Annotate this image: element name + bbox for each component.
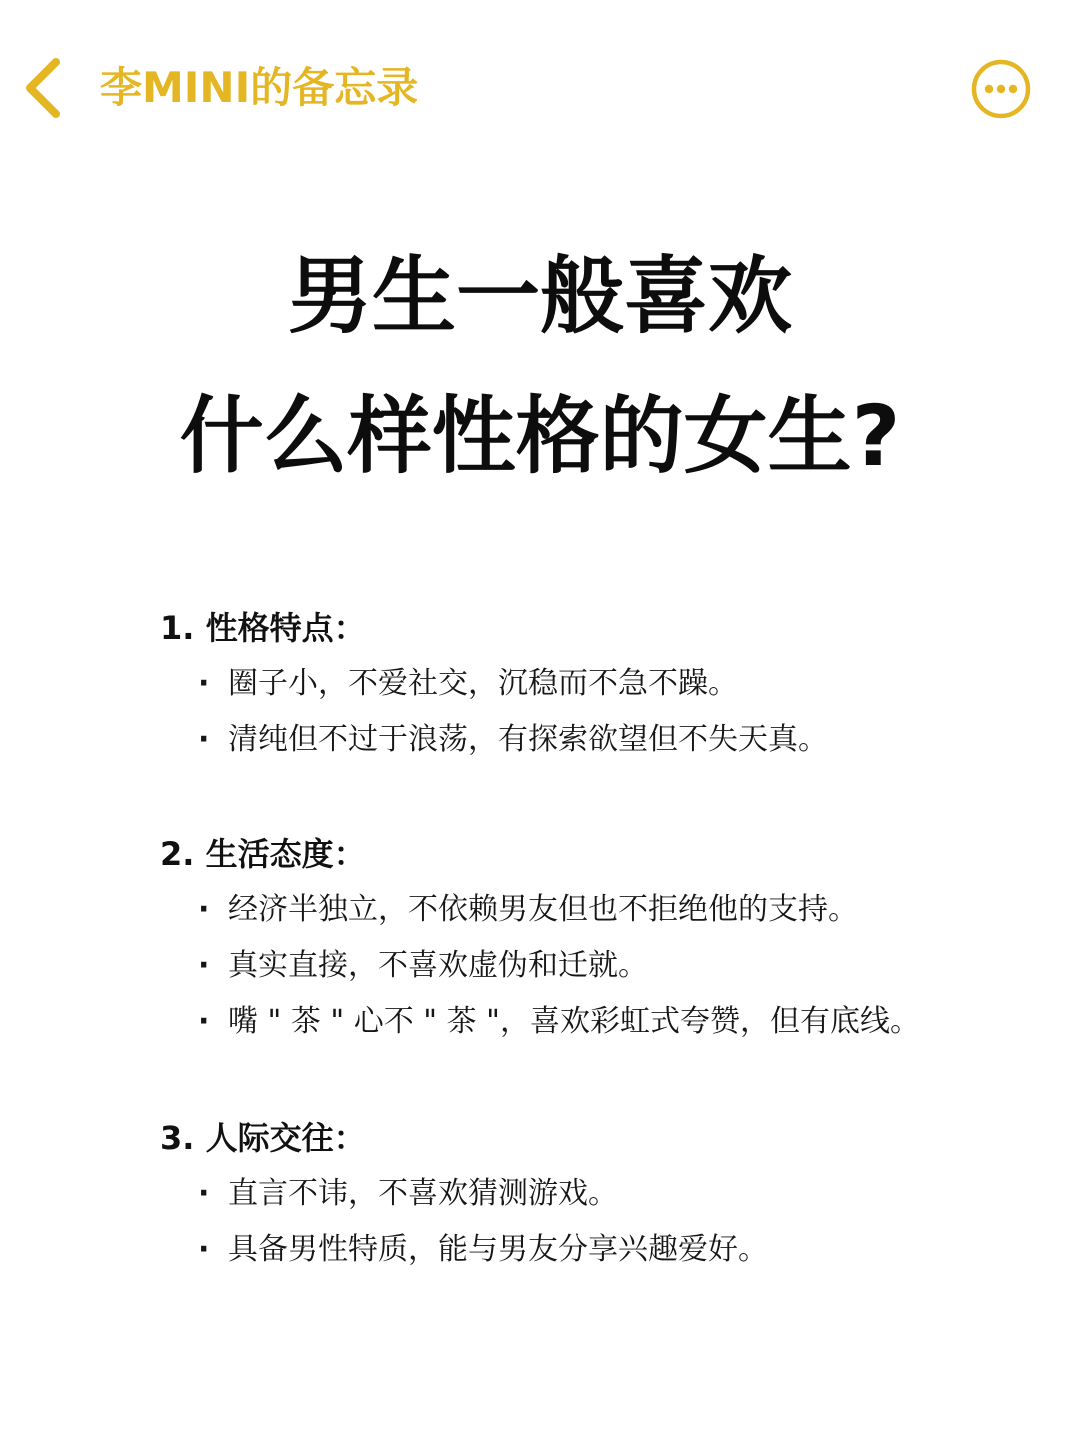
section-title: 1. 性格特点： <box>160 609 366 647</box>
list-item-text: 圈子小，不爱社交，沉稳而不急不躁。 <box>228 666 738 701</box>
list-item-text: 嘴 " 茶 " 心不 " 茶 "，喜欢彩虹式夸赞，但有底线。 <box>228 1004 920 1039</box>
bullet-dot: · <box>198 722 210 757</box>
list-item-text: 具备男性特质，能与男友分享兴趣爱好。 <box>228 1232 768 1267</box>
headline-line-1: 男生一般喜欢 <box>287 247 792 345</box>
list-item <box>198 1000 920 1044</box>
chevron-left-icon <box>14 52 70 122</box>
headline-line-2: 什么样性格的女生? <box>179 387 901 485</box>
list-item <box>198 718 828 762</box>
bullet-dot: · <box>198 666 210 701</box>
note-title: 李MINI的备忘录 <box>100 63 419 112</box>
list-item-text: 经济半独立，不依赖男友但也不拒绝他的支持。 <box>228 892 858 927</box>
list-item <box>198 1172 618 1216</box>
list-item-text: 直言不讳，不喜欢猜测游戏。 <box>228 1176 618 1211</box>
section-title: 3. 人际交往： <box>160 1119 366 1157</box>
navigation-bar <box>0 0 1080 170</box>
bullet-dot: · <box>198 1004 210 1039</box>
list-item <box>198 944 648 988</box>
list-item-text: 真实直接，不喜欢虚伪和迁就。 <box>228 948 648 983</box>
list-item <box>198 1228 768 1272</box>
more-horizontal-icon <box>970 58 1032 120</box>
bullet-dot: · <box>198 1232 210 1267</box>
list-item <box>198 888 858 932</box>
bullet-dot: · <box>198 892 210 927</box>
bullet-dot: · <box>198 948 210 983</box>
section-title: 2. 生活态度： <box>160 835 366 873</box>
list-item-text: 清纯但不过于浪荡，有探索欲望但不失天真。 <box>228 722 828 757</box>
back-button[interactable] <box>14 52 70 122</box>
bullet-dot: · <box>198 1176 210 1211</box>
list-item <box>198 662 738 706</box>
more-options-button[interactable] <box>970 58 1032 120</box>
